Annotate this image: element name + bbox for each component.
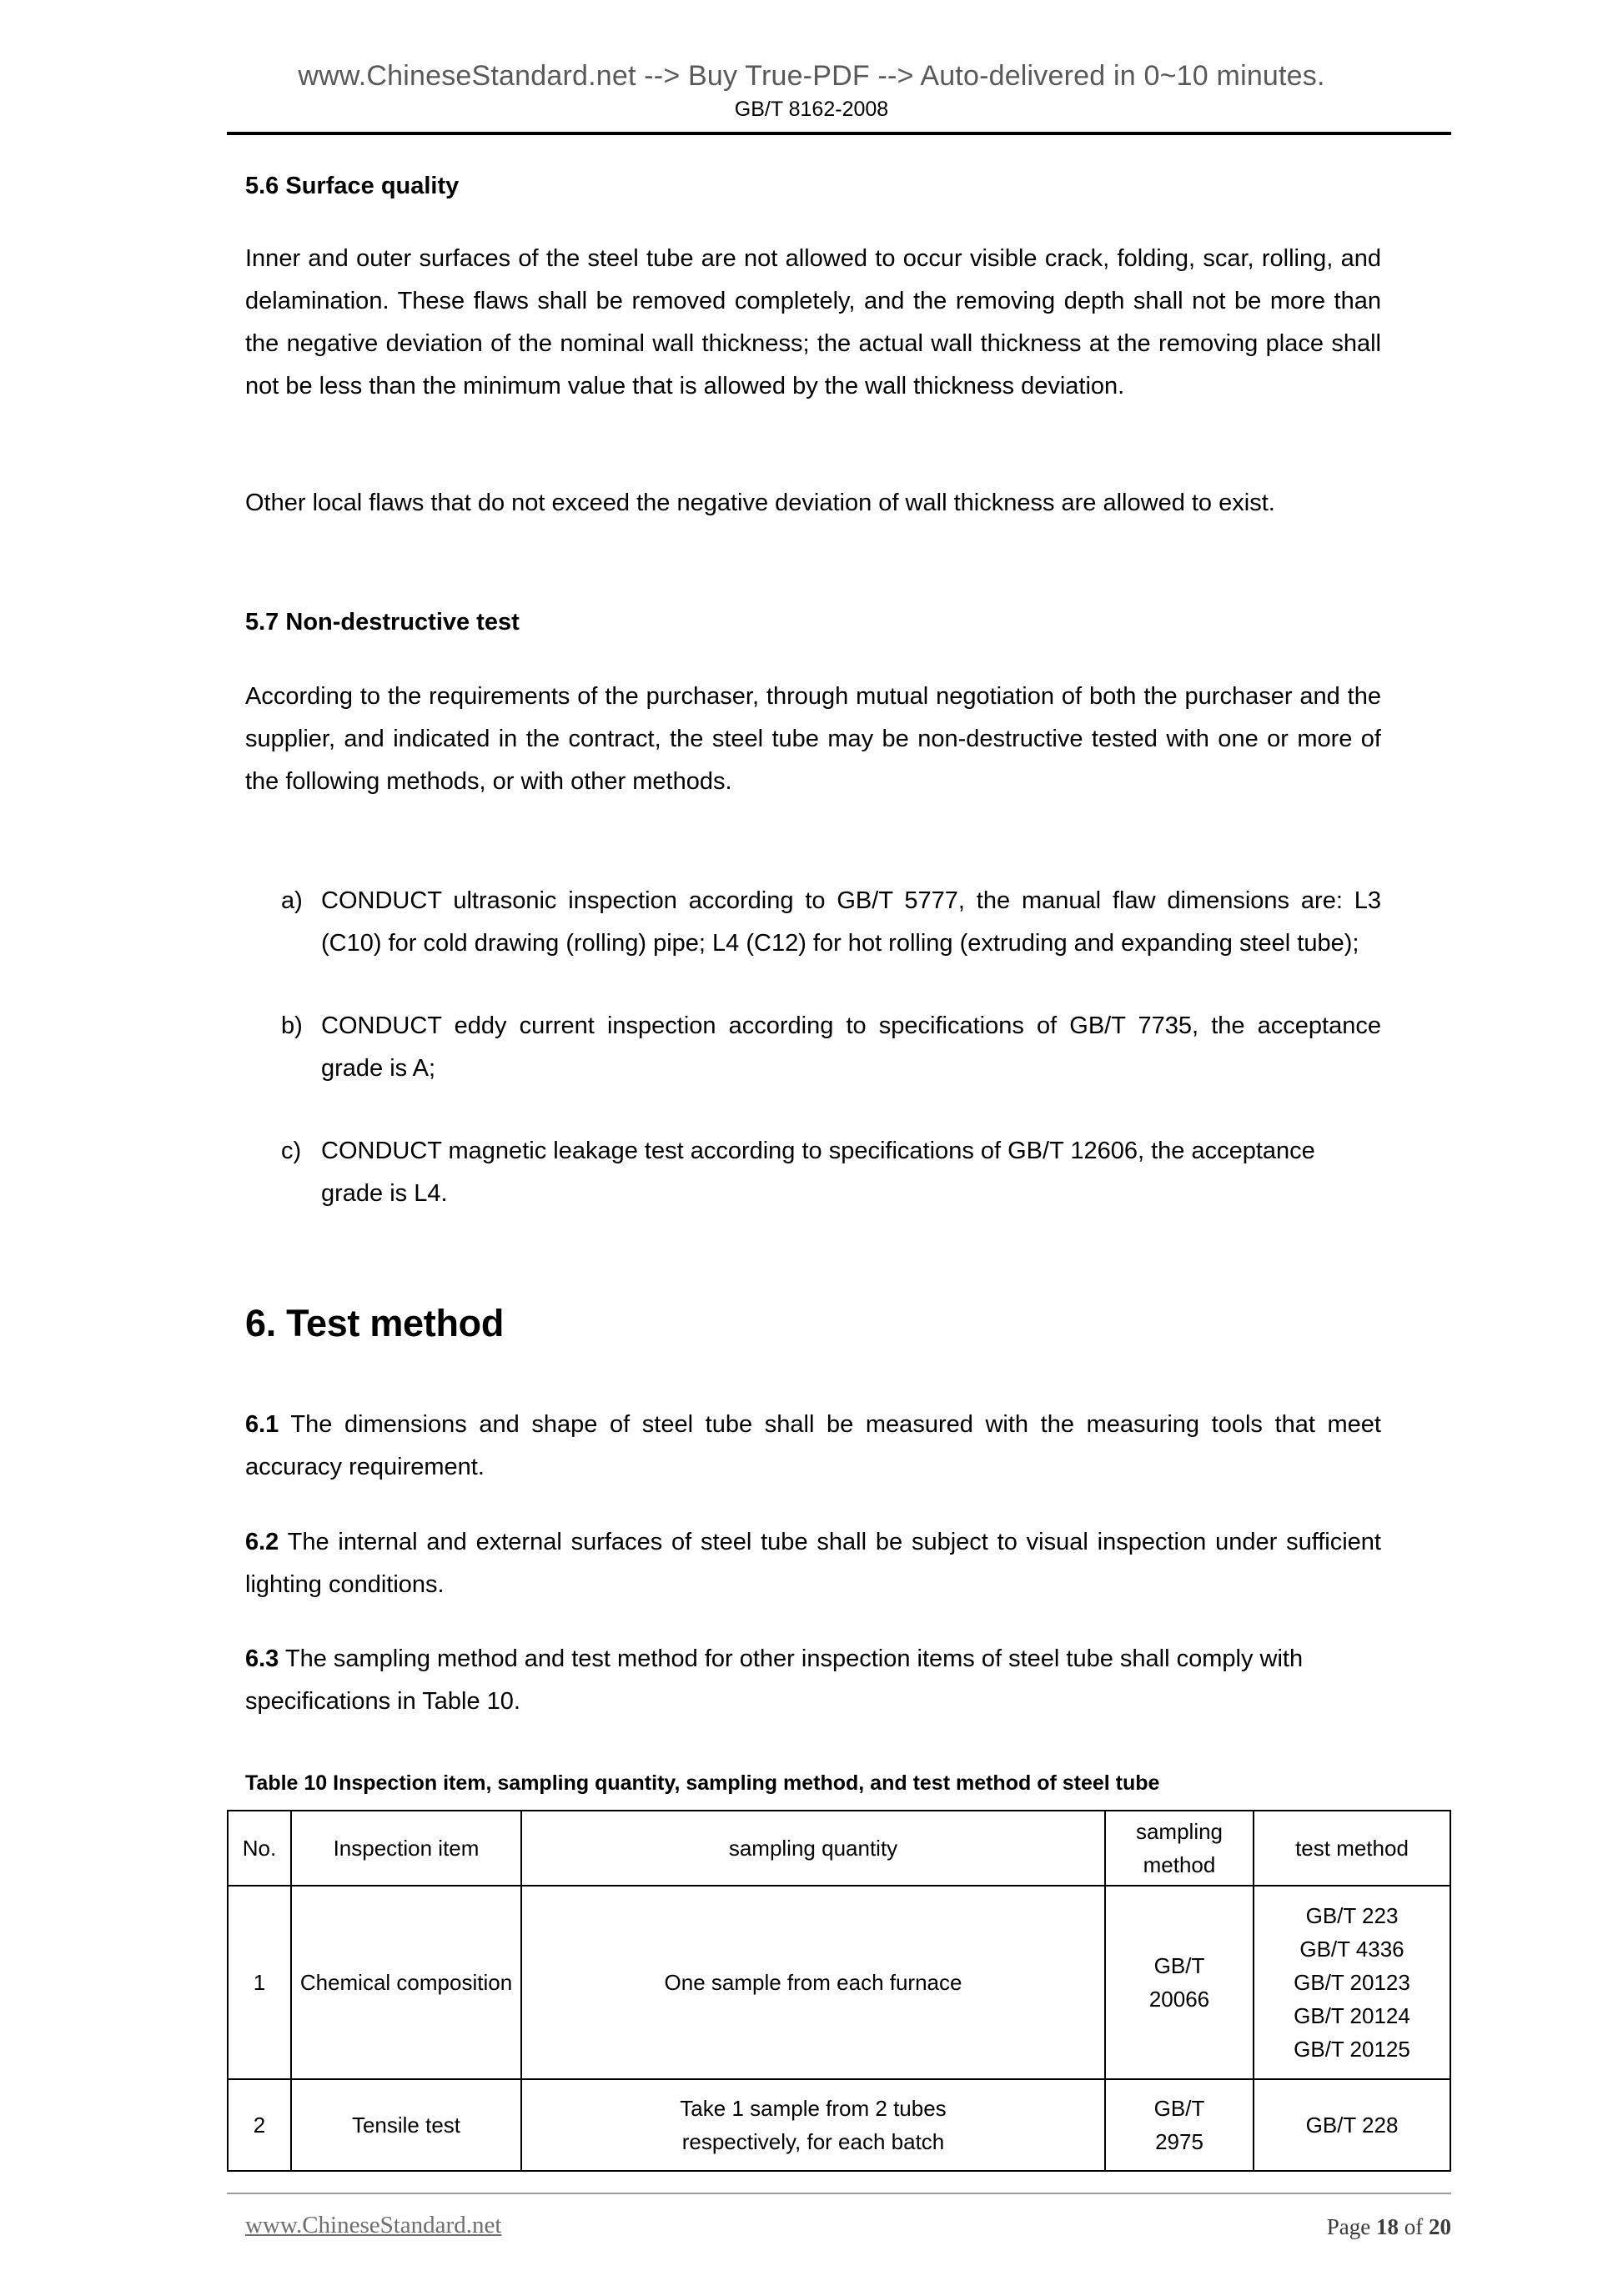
quantity-line-2: respectively, for each batch [681,2129,945,2154]
paragraph-5-6-1-wrap [245,238,1381,408]
clause-number-6-3: 6.3 [245,1645,279,1672]
list-marker-a: a) [281,887,303,914]
paragraph-5-6-2: Other local flaws that do not exceed the negative deviation of wall thickness are allowed to exist. [245,490,1275,516]
cell-quantity-2 [521,2079,1105,2171]
clause-number-6-1: 6.1 [245,1411,279,1438]
table-caption: Table 10 Inspection item, sampling quantity, sampling method, and test method of steel tube [245,1771,1160,1795]
paragraph-6-2-wrap [245,1521,1381,1606]
column-header-sampling-method: sampling method [1105,1811,1254,1886]
list-text-a: CONDUCT ultrasonic inspection according to GB/T 5777, the manual flaw dimensions are: L3 (C10) for cold drawing (rolling) pipe; L4 (C12) for hot rolling (extruding and expanding steel tube); [321,887,1381,957]
cell-item-2: Tensile test [291,2079,521,2171]
section-5-7 [245,607,1381,637]
cell-no-2: 2 [228,2079,291,2171]
clause-text-6-3: The sampling method and test method for other inspection items of steel tube shall comply with specifications in Table 10. [245,1645,1304,1715]
sampling-method-line-2: 2975 [1155,2129,1203,2154]
paragraph-6-2 [245,1521,1381,1606]
page-prefix: Page [1326,2214,1376,2239]
column-header-no: No. [228,1811,291,1886]
cell-no-1: 1 [228,1886,291,2079]
standard-code: GB/T 8162-2008 [734,98,889,121]
section-5-6 [245,171,1381,201]
list-marker-c: c) [281,1138,302,1164]
test-method-line-1: GB/T 223 [1305,1903,1399,1928]
paragraph-6-3-wrap [245,1638,1381,1723]
paragraph-6-1 [245,1404,1381,1489]
sampling-method-line-1: GB/T [1153,1953,1205,1978]
table-10 [227,1810,1451,2172]
heading-5-7: 5.7 Non-destructive test [245,609,520,636]
table-row [228,2079,1450,2171]
sampling-method-line-1: GB/T [1153,2096,1205,2121]
table-row [228,1886,1450,2079]
paragraph-6-1-wrap [245,1404,1381,1489]
cell-sampling-method-1 [1105,1886,1254,2079]
page-total: 20 [1429,2214,1451,2239]
list-gap-1 [245,965,1381,1005]
column-header-sampling-quantity: sampling quantity [521,1811,1105,1886]
cell-sampling-method-2 [1105,2079,1254,2171]
footer-site-link[interactable]: www.ChineseStandard.net [245,2212,502,2238]
clause-number-6-2: 6.2 [245,1529,279,1555]
list-marker-b: b) [281,1012,303,1039]
table-header-row [228,1811,1450,1886]
cell-item-1: Chemical composition [291,1886,521,2079]
clause-text-6-2: The internal and external surfaces of steel tube shall be subject to visual inspection under sufficient lighting conditions. [245,1529,1381,1598]
heading-6: 6. Test method [245,1302,505,1344]
list-item-c [245,1130,1381,1215]
list-text-b: CONDUCT eddy current inspection according to specifications of GB/T 7735, the acceptance grade is A; [321,1012,1381,1082]
paragraph-5-7-1: According to the requirements of the purchaser, through mutual negotiation of both the purchaser and the supplier, and indicated in the contract, the steel tube may be non-destructive tested with one or more of the following methods, or with other methods. [245,683,1381,795]
test-method-line-4: GB/T 20124 [1294,2003,1410,2028]
clause-text-6-1: The dimensions and shape of steel tube shall be measured with the measuring tools that meet accuracy requirement. [245,1411,1381,1480]
heading-5-6: 5.6 Surface quality [245,173,460,199]
column-header-inspection-item: Inspection item [291,1811,521,1886]
test-method-line-2: GB/T 4336 [1299,1937,1404,1962]
page-current: 18 [1376,2214,1399,2239]
header-divider [227,132,1451,135]
paragraph-5-6-2-wrap [245,482,1381,525]
cell-test-method-2: GB/T 228 [1254,2079,1450,2171]
test-method-line-3: GB/T 20123 [1294,1970,1410,1995]
page-of: of [1399,2214,1429,2239]
test-method-line-5: GB/T 20125 [1294,2037,1410,2062]
quantity-line-1: Take 1 sample from 2 tubes [680,2096,947,2121]
paragraph-6-3 [245,1638,1381,1723]
paragraph-5-6-1: Inner and outer surfaces of the steel tube are not allowed to occur visible crack, folding, scar, rolling, and delamination. These flaws shall be removed completely, and the removing depth shall not be more than the negative deviation of the nominal wall thickness; the actual wall thickness at the removing place shall not be less than the minimum value that is allowed by the wall thickness deviation. [245,245,1381,399]
cell-quantity-1: One sample from each furnace [521,1886,1105,2079]
list-item-a [245,880,1381,965]
page-number [1327,2214,1451,2240]
sampling-method-line-2: 20066 [1148,1987,1210,2012]
promo-banner: www.ChineseStandard.net --> Buy True-PDF --> Auto-delivered in 0~10 minutes. [298,60,1325,92]
section-6 [245,1301,1381,1346]
cell-test-method-1 [1254,1886,1450,2079]
method-list-wrap [245,880,1381,1215]
paragraph-5-7-1-wrap [245,676,1381,803]
list-item-b [245,1005,1381,1090]
footer-divider [227,2193,1451,2194]
method-list [245,880,1381,1215]
list-gap-2 [245,1090,1381,1130]
list-text-c: CONDUCT magnetic leakage test according to specifications of GB/T 12606, the acceptance grade is L4. [321,1138,1315,1207]
column-header-test-method: test method [1254,1811,1450,1886]
